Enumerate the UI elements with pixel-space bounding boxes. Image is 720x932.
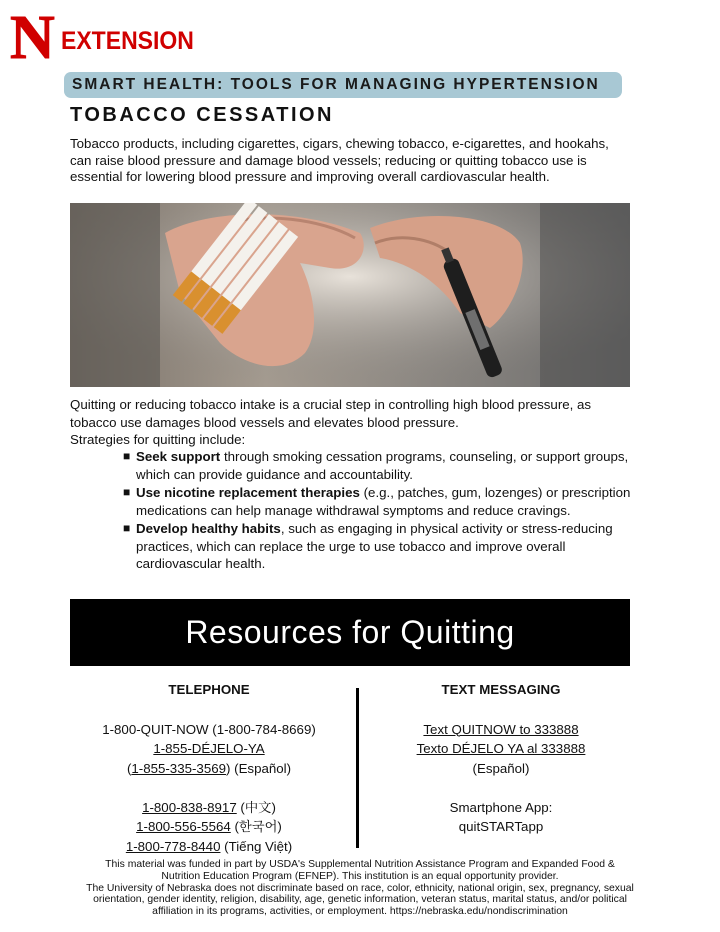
strategy-text: (e.g., patches, gum, lozenges) or prescription medications can help manage withdrawal symptoms and reduce cravings. (136, 485, 631, 518)
nebraska-extension-logo (10, 4, 205, 72)
korean-label: (한국어) (230, 819, 282, 834)
series-banner: SMART HEALTH: TOOLS FOR MANAGING HYPERTENSION (64, 72, 622, 98)
footer-line: Nutrition Education Program (EFNEP). This institution is an equal opportunity provider. (161, 870, 559, 882)
list-item (123, 520, 636, 573)
chinese-number-link[interactable]: 1-800-838-8917 (142, 799, 237, 815)
footer-line: The University of Nebraska does not discriminate based on race, color, ethnicity, national origin, sex, pregnancy, sexual (86, 882, 634, 894)
strategy-bold: Develop healthy habits (136, 521, 281, 536)
quitline-number: 1-800-QUIT-NOW (1-800-784-8669) (102, 721, 316, 737)
logo-wordmark: EXTENSION (60, 26, 194, 55)
app-label: Smartphone App: (449, 799, 553, 815)
bullet-icon: ■ (123, 485, 131, 499)
text-messaging-heading: TEXT MESSAGING (441, 682, 561, 697)
cigarettes-ecigarette-photo (70, 203, 630, 387)
bullet-icon: ■ (123, 449, 131, 463)
korean-number-link[interactable]: 1-800-556-5564 (136, 819, 231, 834)
quitting-paragraph-text: Quitting or reducing tobacco intake is a crucial step in controlling high blood pressure, as tobacco use damages blood vessels and elevates blood pressure. (70, 397, 592, 430)
footer-line: affiliation in its programs, activities, or employment. https://nebraska.edu/nondiscrimination (152, 906, 568, 918)
footer-line: orientation, gender identity, religion, disability, age, genetic information, veteran status, marital status, and/or political (93, 894, 627, 906)
strategy-bold: Seek support (136, 449, 221, 464)
list-item (123, 484, 636, 519)
text-messaging-column (362, 680, 640, 837)
spanish-quitline-line (70, 759, 348, 779)
strategy-text: , such as engaging in physical activity or stress-reducing practices, which can replace the urge to use tobacco and improve overall cardiovascular health. (136, 521, 613, 571)
vietnamese-label: (Tiếng Việt) (220, 838, 293, 854)
vietnamese-number-link[interactable]: 1-800-778-8440 (125, 838, 221, 854)
vietnamese-quitline-line (70, 837, 348, 857)
bullet-icon: ■ (123, 521, 131, 535)
logo-n-mark: N (10, 4, 53, 72)
strategies-list (123, 448, 636, 574)
list-item (123, 448, 636, 483)
spanish-quitline-link[interactable]: 1-855-DÉJELO-YA (153, 741, 265, 756)
strategies-intro: Strategies for quitting include: (70, 432, 246, 447)
text-quitnow-link[interactable]: Text QUITNOW to 333888 (423, 721, 579, 737)
intro-paragraph: Tobacco products, including cigarettes, cigars, chewing tobacco, e-cigarettes, and hookahs, can raise blood pressure and damage blood vessels; reducing or quitting tobacco use is essential for lowering blood pressure and improving overall cardiovascular health. (70, 136, 609, 185)
spanish-label: (Español) (472, 760, 530, 776)
texto-dejelo-link[interactable]: Texto DÉJELO YA al 333888 (416, 741, 586, 756)
telephone-heading: TELEPHONE (168, 682, 250, 697)
app-name: quitSTARTapp (458, 819, 544, 834)
column-divider (356, 688, 359, 848)
chinese-label: (中文) (236, 799, 276, 815)
spanish-number-link[interactable]: 1-855-335-3569 (131, 760, 227, 776)
spanish-label: ) (Español) (226, 760, 292, 776)
strategy-bold: Use nicotine replacement therapies (136, 485, 360, 500)
chinese-quitline-line (70, 798, 348, 818)
page-title: TOBACCO CESSATION (70, 104, 334, 126)
paren-open: ( (126, 760, 132, 776)
quitting-paragraph (70, 396, 630, 449)
strategy-text: through smoking cessation programs, counseling, or support groups, which can provide guidance and accountability. (136, 449, 629, 482)
resources-heading: Resources for Quitting (70, 599, 630, 666)
telephone-column (70, 680, 348, 856)
korean-quitline-line (70, 817, 348, 837)
footer-disclaimer (40, 859, 680, 918)
footer-line: This material was funded in part by USDA's Supplemental Nutrition Assistance Program and Expanded Food & (105, 859, 615, 870)
